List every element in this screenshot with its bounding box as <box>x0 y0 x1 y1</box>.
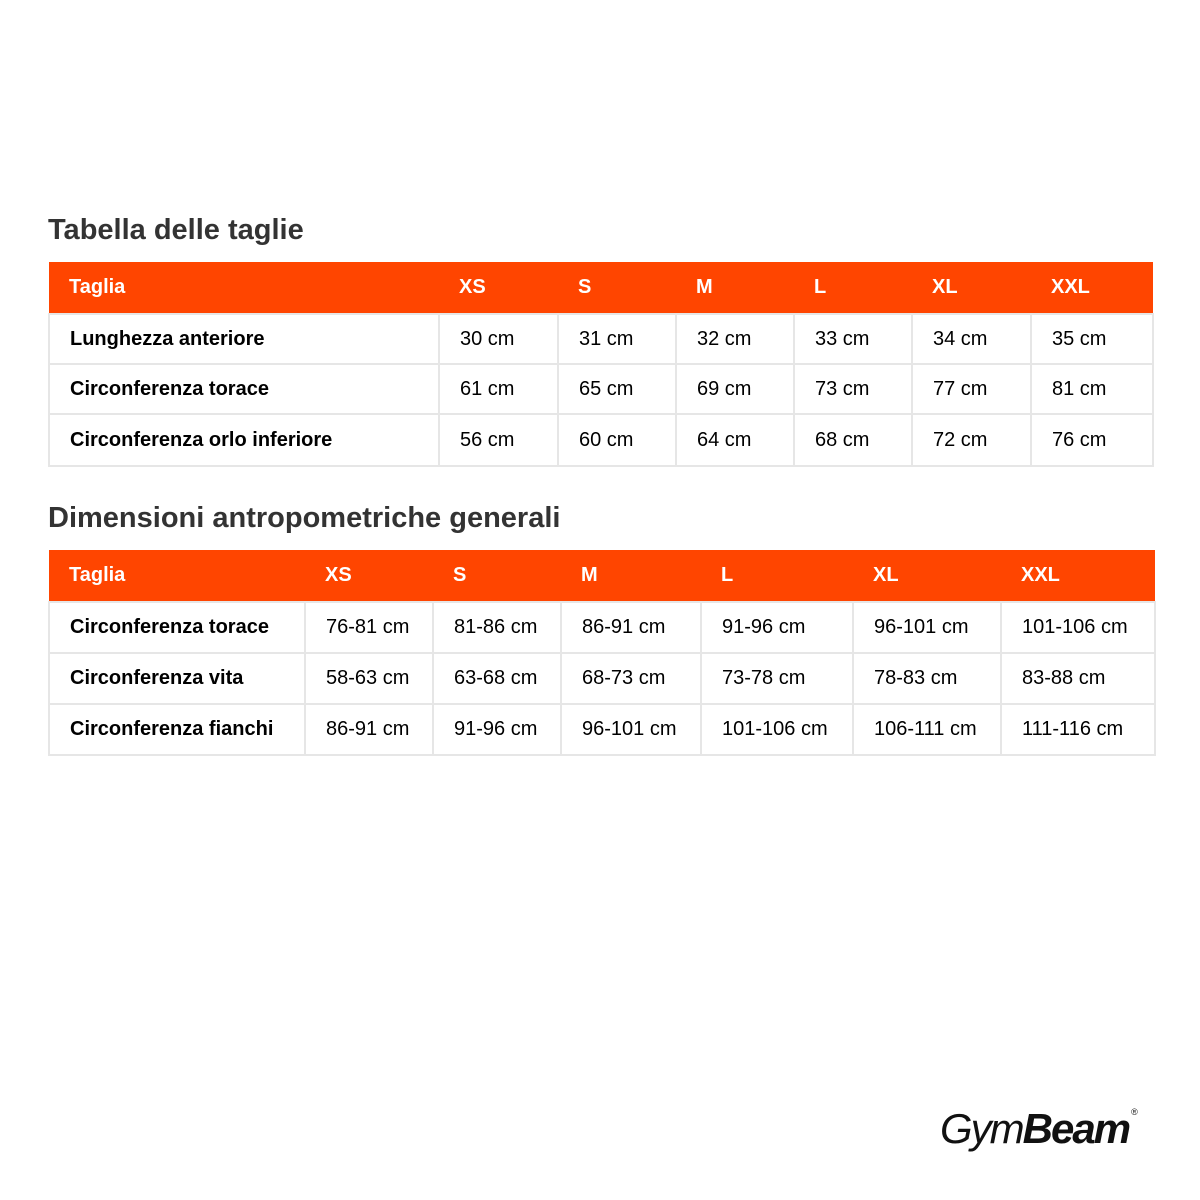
column-header-size: Taglia <box>49 262 439 314</box>
table-cell: 65 cm <box>558 364 676 414</box>
table-cell: 81-86 cm <box>433 602 561 653</box>
column-header-xs: XS <box>439 262 558 314</box>
column-header-xl: XL <box>853 550 1001 602</box>
table-cell: 72 cm <box>912 414 1031 466</box>
size-table-title: Tabella delle taglie <box>48 214 304 246</box>
table-cell: 76-81 cm <box>305 602 433 653</box>
size-table <box>48 262 1154 467</box>
table-cell: 60 cm <box>558 414 676 466</box>
table-cell: 61 cm <box>439 364 558 414</box>
table-cell: 68 cm <box>794 414 912 466</box>
table-cell: 68-73 cm <box>561 653 701 704</box>
table-cell: 91-96 cm <box>433 704 561 755</box>
table-row <box>49 414 1153 466</box>
table-header-row <box>49 262 1153 314</box>
table-cell: 96-101 cm <box>561 704 701 755</box>
logo-text-beam: Beam <box>1022 1105 1130 1152</box>
table-cell: 63-68 cm <box>433 653 561 704</box>
table-header-row <box>49 550 1155 602</box>
table-cell: 32 cm <box>676 314 794 364</box>
table-cell: 73-78 cm <box>701 653 853 704</box>
table-cell: 101-106 cm <box>1001 602 1155 653</box>
row-label: Circonferenza torace <box>49 602 305 653</box>
logo-text-gym: Gym <box>940 1105 1023 1152</box>
table-cell: 56 cm <box>439 414 558 466</box>
table-row <box>49 314 1153 364</box>
table-cell: 91-96 cm <box>701 602 853 653</box>
column-header-xxl: XXL <box>1031 262 1153 314</box>
table-cell: 69 cm <box>676 364 794 414</box>
column-header-s: S <box>558 262 676 314</box>
column-header-xxl: XXL <box>1001 550 1155 602</box>
table-row <box>49 602 1155 653</box>
table-cell: 77 cm <box>912 364 1031 414</box>
anthropometric-table <box>48 550 1156 756</box>
table-cell: 106-111 cm <box>853 704 1001 755</box>
table-cell: 83-88 cm <box>1001 653 1155 704</box>
column-header-xl: XL <box>912 262 1031 314</box>
table-cell: 111-116 cm <box>1001 704 1155 755</box>
table-cell: 86-91 cm <box>305 704 433 755</box>
table-row <box>49 653 1155 704</box>
anthropometric-table-title: Dimensioni antropometriche generali <box>48 502 561 534</box>
row-label: Lunghezza anteriore <box>49 314 439 364</box>
table-cell: 73 cm <box>794 364 912 414</box>
table-cell: 78-83 cm <box>853 653 1001 704</box>
row-label: Circonferenza orlo inferiore <box>49 414 439 466</box>
column-header-m: M <box>561 550 701 602</box>
column-header-m: M <box>676 262 794 314</box>
table-cell: 34 cm <box>912 314 1031 364</box>
table-cell: 58-63 cm <box>305 653 433 704</box>
row-label: Circonferenza fianchi <box>49 704 305 755</box>
column-header-l: L <box>701 550 853 602</box>
row-label: Circonferenza torace <box>49 364 439 414</box>
table-cell: 64 cm <box>676 414 794 466</box>
table-cell: 101-106 cm <box>701 704 853 755</box>
table-cell: 31 cm <box>558 314 676 364</box>
column-header-xs: XS <box>305 550 433 602</box>
column-header-l: L <box>794 262 912 314</box>
table-cell: 96-101 cm <box>853 602 1001 653</box>
table-cell: 86-91 cm <box>561 602 701 653</box>
table-cell: 33 cm <box>794 314 912 364</box>
table-cell: 81 cm <box>1031 364 1153 414</box>
column-header-s: S <box>433 550 561 602</box>
column-header-size: Taglia <box>49 550 305 602</box>
row-label: Circonferenza vita <box>49 653 305 704</box>
table-cell: 35 cm <box>1031 314 1153 364</box>
table-cell: 30 cm <box>439 314 558 364</box>
table-row <box>49 704 1155 755</box>
registered-mark: ® <box>1131 1107 1138 1117</box>
gymbeam-logo <box>940 1104 1138 1154</box>
table-row <box>49 364 1153 414</box>
table-cell: 76 cm <box>1031 414 1153 466</box>
